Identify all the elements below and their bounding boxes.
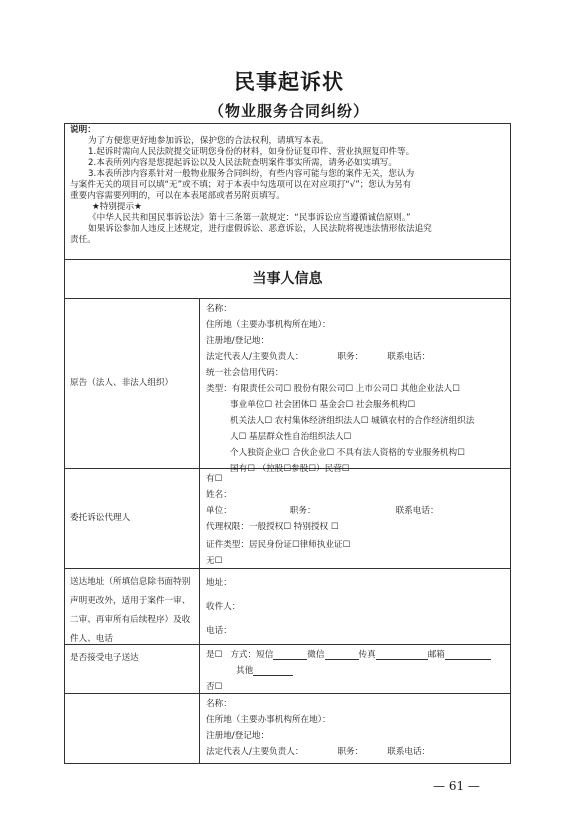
- plaintiff-label: 原告（法人、非法人组织）: [64, 299, 200, 468]
- agent-row: [64, 469, 511, 569]
- agent-authority-options[interactable]: 代理权限：一般授权☐ 特别授权 ☐: [206, 522, 339, 532]
- plaintiff-type-line[interactable]: 个人独资企业☐ 合伙企业☐ 不具有法人资格的专业服务机构☐: [230, 448, 465, 458]
- defendant-legal-rep-field[interactable]: 法定代表人/主要负责人：: [206, 747, 304, 757]
- email-blank[interactable]: [445, 649, 491, 660]
- sms-blank[interactable]: [273, 649, 307, 660]
- fax-blank[interactable]: [376, 649, 428, 660]
- instruction-line: 与案件无关的项目可以填“无”或不填；对于本表中勾选项可以在对应项打“√”；您认为另有: [70, 180, 412, 190]
- defendant-legal-rep-line: [206, 744, 511, 760]
- page-number: — 61 —: [433, 779, 480, 793]
- instruction-line: 为了方便您更好地参加诉讼，保护您的合法权利，请填写本表。: [88, 136, 329, 146]
- defendant-fields: [200, 694, 511, 764]
- electronic-no-checkbox[interactable]: 否☐: [206, 682, 223, 692]
- instruction-line: 1.起诉时需向人民法院提交证明您身份的材料，如身份证复印件、营业执照复印件等。: [88, 147, 415, 157]
- instructions-box: [64, 123, 511, 260]
- agent-position-field[interactable]: 职务：: [289, 506, 316, 516]
- plaintiff-type-line[interactable]: 国有☐ （控股☐参股☐）民营☐: [230, 464, 350, 474]
- service-label-line: 送达地址（所填信息除书面特别: [70, 577, 191, 587]
- other-label: 其他: [236, 666, 254, 676]
- agent-phone-field[interactable]: 联系电话：: [395, 506, 439, 516]
- party-info-heading: 当事人信息: [64, 260, 511, 299]
- plaintiff-legal-rep-field[interactable]: 法定代表人/主要负责人：: [206, 352, 304, 362]
- service-fields: [200, 569, 511, 644]
- plaintiff-row: [64, 299, 511, 474]
- service-address-row: [64, 569, 511, 645]
- agent-id-type-options[interactable]: 证件类型：居民身份证☐律师执业证☐: [206, 540, 351, 550]
- wechat-blank[interactable]: [325, 649, 359, 660]
- document-title: 民事起诉状: [234, 69, 344, 94]
- fax-label: 传真: [358, 650, 376, 660]
- agent-label: 委托诉讼代理人: [64, 469, 200, 568]
- instruction-line: 重要内容需要列明的，可以在本表尾部或者另附页填写。: [70, 191, 285, 201]
- plaintiff-legal-rep-line: [206, 349, 511, 365]
- service-phone-field[interactable]: 电话：: [206, 626, 232, 636]
- electronic-service-fields: [200, 645, 511, 693]
- instructions-heading: 说明：: [70, 125, 96, 135]
- plaintiff-name-field[interactable]: 名称：: [206, 304, 232, 314]
- service-address-label: [64, 569, 200, 644]
- instruction-line: 2.本表所列内容是您提起诉讼以及人民法院查明案件事实所需，请务必如实填写。: [88, 158, 397, 168]
- plaintiff-credit-code-field[interactable]: 统一社会信用代码：: [206, 368, 284, 378]
- defendant-row: [64, 694, 511, 764]
- document-subtitle: （物业服务合同纠纷）: [208, 102, 369, 120]
- sms-label: 方式：短信: [230, 650, 274, 660]
- electronic-service-row: [64, 645, 511, 694]
- email-label: 邮箱: [427, 650, 445, 660]
- service-label-line: 件人、电话: [70, 634, 113, 644]
- notice-line: 责任。: [70, 235, 96, 245]
- defendant-position-field[interactable]: 职务：: [337, 747, 364, 757]
- service-recipient-field[interactable]: 收件人：: [206, 602, 241, 612]
- defendant-phone-field[interactable]: 联系电话：: [387, 747, 431, 757]
- plaintiff-type-line[interactable]: 事业单位☐ 社会团体☐ 基金会☐ 社会服务机构☐: [230, 400, 416, 410]
- plaintiff-position-field[interactable]: 职务：: [337, 352, 364, 362]
- electronic-yes-checkbox[interactable]: 是☐: [206, 650, 223, 660]
- agent-unit-field[interactable]: 单位：: [206, 506, 232, 516]
- other-blank[interactable]: [253, 665, 293, 676]
- service-address-field[interactable]: 地址：: [206, 578, 232, 588]
- plaintiff-fields: [200, 299, 511, 474]
- notice-line: 《中华人民共和国民事诉讼法》第十三条第一款规定：“民事诉讼应当遵循诚信原则。”: [88, 213, 411, 223]
- plaintiff-phone-field[interactable]: 联系电话：: [387, 352, 431, 362]
- electronic-other-line: [206, 663, 511, 679]
- electronic-methods-line: [206, 647, 511, 663]
- electronic-service-label: 是否接受电子送达: [64, 645, 200, 693]
- special-notice-title: ★特别提示★: [92, 202, 142, 212]
- service-label-line: 二审、再审所有后续程序）及收: [70, 615, 191, 625]
- wechat-label: 微信: [307, 650, 325, 660]
- agent-name-field[interactable]: 姓名：: [206, 490, 232, 500]
- defendant-name-field[interactable]: 名称：: [206, 699, 232, 709]
- plaintiff-residence-field[interactable]: 住所地（主要办事机构所在地）：: [206, 320, 331, 330]
- agent-unit-line: [206, 503, 511, 519]
- agent-has-checkbox[interactable]: 有☐: [206, 474, 223, 484]
- plaintiff-type-line[interactable]: 人☐ 基层群众性自治组织法人☐: [230, 432, 352, 442]
- service-label-line: 声明更改外，适用于案件一审、: [70, 596, 191, 606]
- defendant-residence-field[interactable]: 住所地（主要办事机构所在地）：: [206, 715, 331, 725]
- plaintiff-type-line[interactable]: 机关法人☐ 农村集体经济组织法人☐ 城镇农村的合作经济组织法: [230, 416, 475, 426]
- agent-fields: [200, 469, 511, 568]
- defendant-label: [64, 694, 200, 764]
- notice-line: 如果诉讼参加人违反上述规定，进行虚假诉讼、恶意诉讼，人民法院将视违法情形依法追究: [88, 224, 432, 234]
- instruction-line: 3.本表所涉内容系针对一般物业服务合同纠纷，有些内容可能与您的案件无关，您认为: [88, 169, 415, 179]
- plaintiff-type-line[interactable]: 类型：有限责任公司☐ 股份有限公司☐ 上市公司☐ 其他企业法人☐: [206, 384, 460, 394]
- agent-none-checkbox[interactable]: 无☐: [206, 556, 223, 566]
- plaintiff-registered-field[interactable]: 注册地/登记地：: [206, 336, 270, 346]
- defendant-registered-field[interactable]: 注册地/登记地：: [206, 731, 270, 741]
